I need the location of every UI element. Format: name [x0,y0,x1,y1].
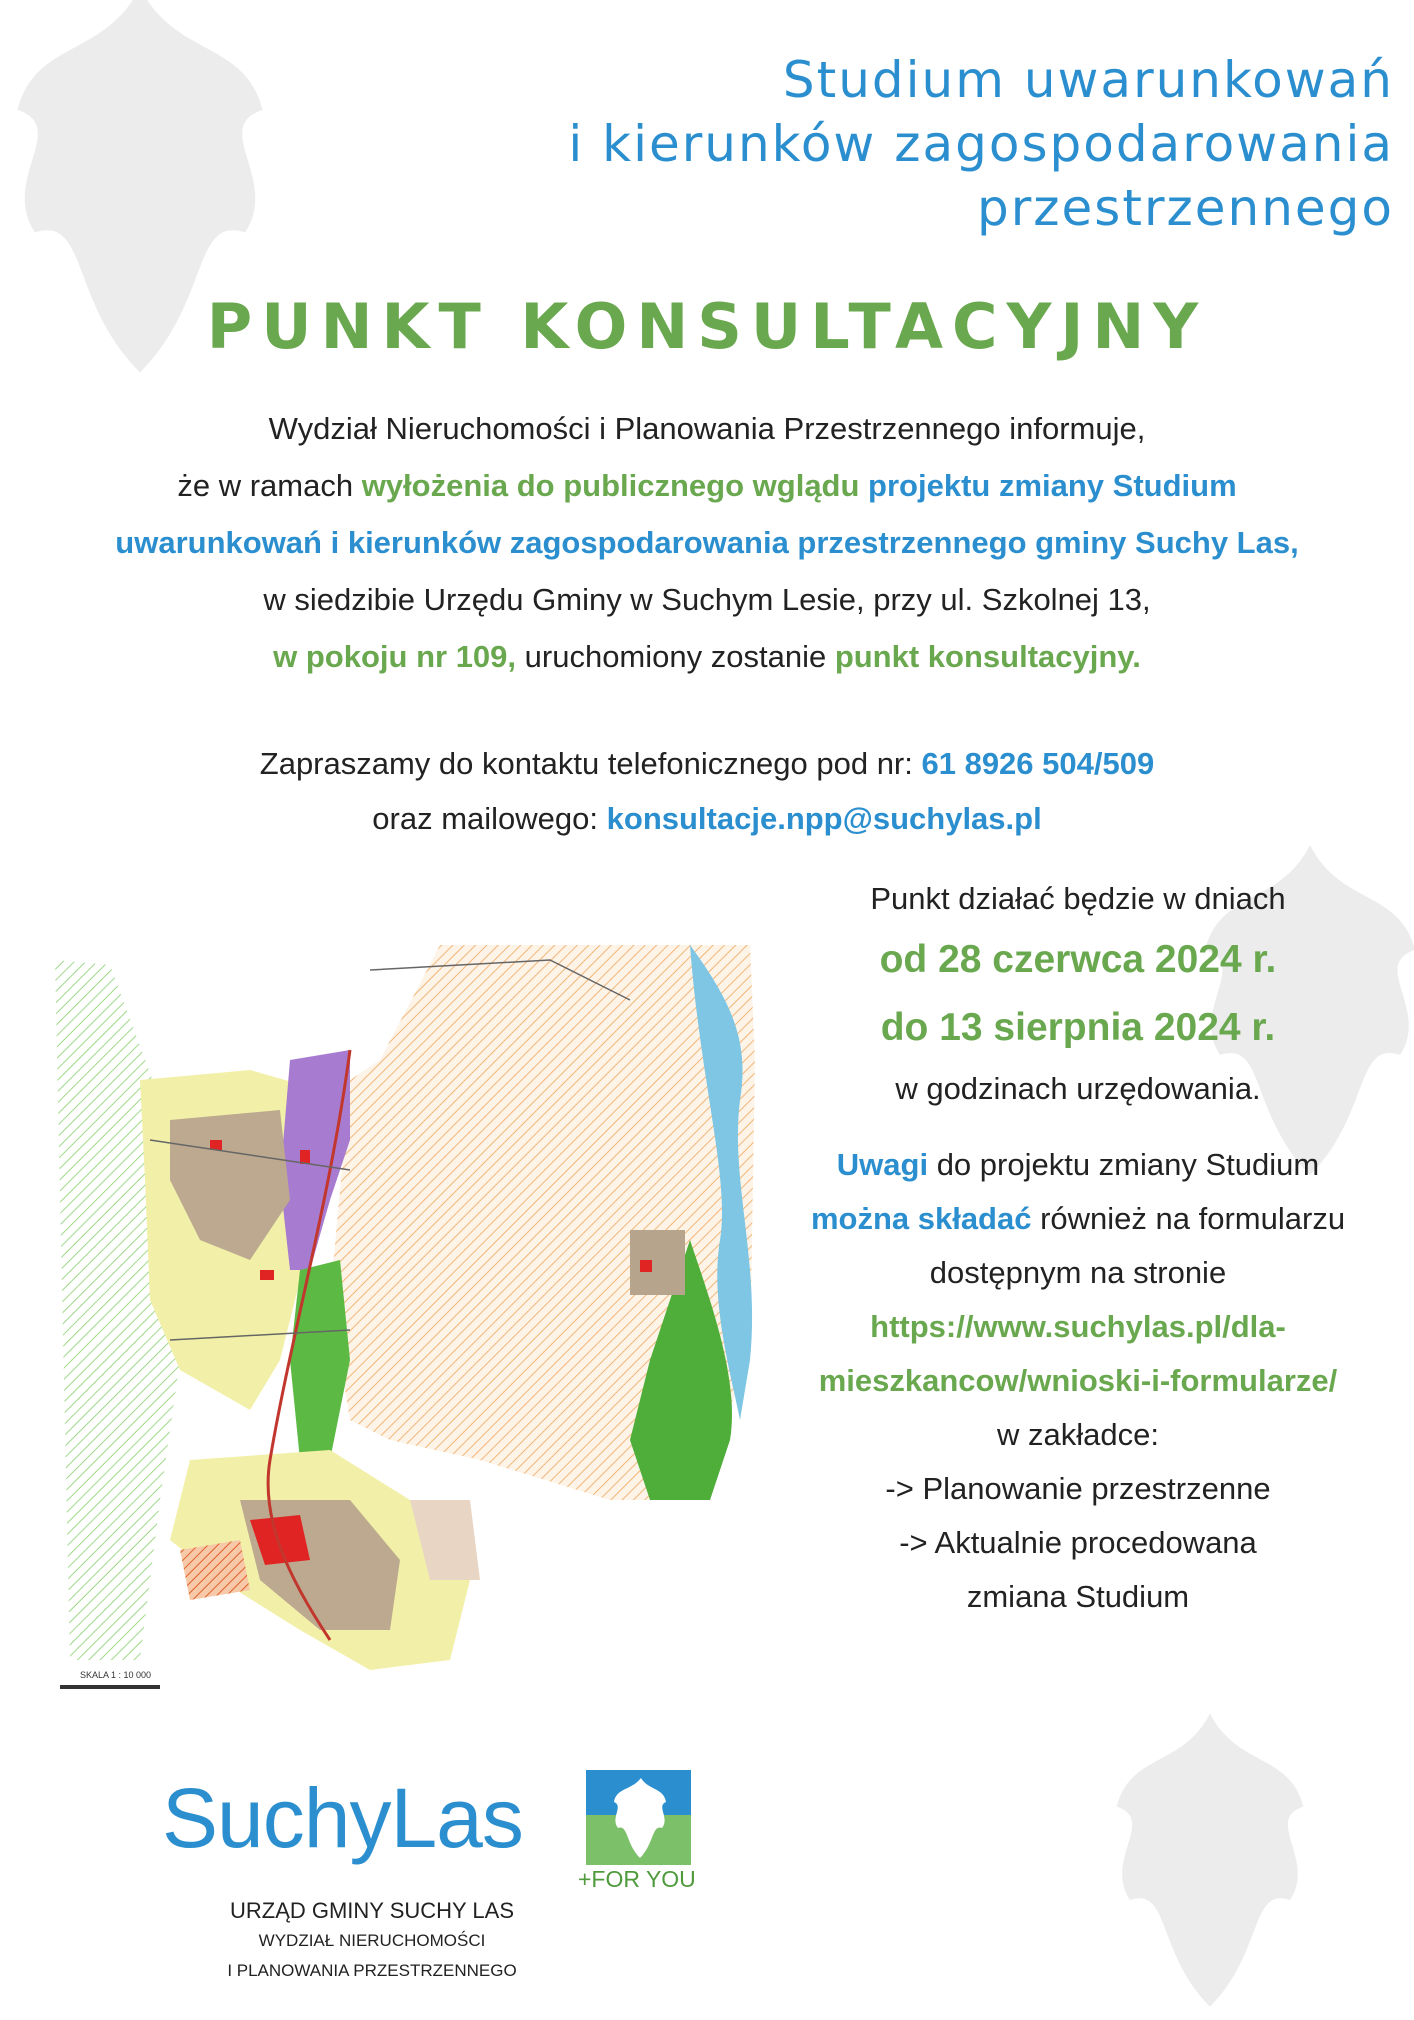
logo-subtitle [162,1896,582,1986]
schedule-intro: Punkt działać będzie w dniach [870,881,1286,916]
department-line-1: WYDZIAŁ NIERUCHOMOŚCI [258,1931,486,1950]
mail-line [0,791,1414,846]
email-link[interactable]: konsultacje.npp@suchylas.pl [606,801,1042,836]
consultation-point-label: punkt konsultacyjny. [834,639,1141,674]
oak-leaf-logo-icon [586,1770,691,1865]
mail-prefix: oraz mailowego: [372,801,607,836]
department-line-2: I PLANOWANIA PRZESTRZENNEGO [227,1961,517,1980]
remarks-line-1 [748,1138,1408,1192]
map-marker [260,1270,274,1280]
map-east-village [630,1230,685,1295]
logo-brand-text: SuchyLas [162,1771,523,1865]
remarks-line-6: w zakładce: [997,1417,1159,1452]
remarks-text: do projektu zmiany Studium [928,1147,1320,1182]
lead-line-2 [0,457,1414,514]
phone-number[interactable]: 61 8926 504/509 [921,746,1155,781]
date-to: do 13 sierpnia 2024 r. [880,1006,1276,1049]
contact-block [0,736,1414,846]
lead-highlight-blue: projektu zmiany Studium [859,468,1237,503]
date-from: od 28 czerwca 2024 r. [879,938,1277,981]
lead-highlight-green: wyłożenia do publicznego wglądu [361,468,860,503]
remarks-highlight: można składać [810,1201,1032,1236]
lead-paragraph [0,400,1414,685]
logo-tagline: +FOR YOU [578,1866,696,1892]
lead-text: że w ramach [177,468,362,503]
remarks-line-2 [748,1192,1408,1246]
remarks-line-7: -> Planowanie przestrzenne [885,1471,1271,1506]
suchy-las-logo [162,1768,722,1988]
form-url-line-2[interactable]: mieszkancow/wnioski-i-formularze/ [818,1363,1338,1398]
lead-line-5 [0,628,1414,685]
map-planned-zone [180,1540,250,1600]
lead-text: uruchomiony zostanie [516,639,835,674]
title-line-3: przestrzennego [977,179,1394,237]
remarks-text: również na formularzu [1031,1201,1346,1236]
background-leaf-icon [1000,1700,1414,2020]
room-number: w pokoju nr 109, [273,639,517,674]
office-name: URZĄD GMINY SUCHY LAS [229,1898,515,1923]
map-marker [300,1150,310,1164]
schedule-block [748,872,1408,1624]
remarks-line-3: dostępnym na stronie [929,1255,1227,1290]
lead-line-1: Wydział Nieruchomości i Planowania Przestrzennego informuje, [268,411,1146,446]
map-scale-bar [60,1685,160,1689]
map-scale-label: SKALA 1 : 10 000 [80,1670,152,1680]
map-marker [640,1260,652,1272]
remarks-line-9: zmiana Studium [966,1579,1190,1614]
office-hours: w godzinach urzędowania. [895,1071,1261,1106]
map-marker [210,1140,222,1150]
remarks-line-8: -> Aktualnie procedowana [899,1525,1257,1560]
document-title [94,48,1394,240]
title-line-2: i kierunków zagospodarowania [568,115,1394,173]
headline: PUNKT KONSULTACYJNY [206,290,1208,363]
title-line-1: Studium uwarunkowań [782,51,1394,109]
phone-prefix: Zapraszamy do kontaktu telefonicznego pod nr: [259,746,922,781]
lead-line-3: uwarunkowań i kierunków zagospodarowania przestrzennego gminy Suchy Las, [115,525,1299,560]
remarks-highlight: Uwagi [836,1147,929,1182]
lead-line-4: w siedzibie Urzędu Gminy w Suchym Lesie, przy ul. Szkolnej 13, [263,582,1151,617]
planning-map [50,940,782,1710]
map-green-corridor [290,1260,350,1460]
phone-line [0,736,1414,791]
form-url-line-1[interactable]: https://www.suchylas.pl/dla- [870,1309,1286,1344]
